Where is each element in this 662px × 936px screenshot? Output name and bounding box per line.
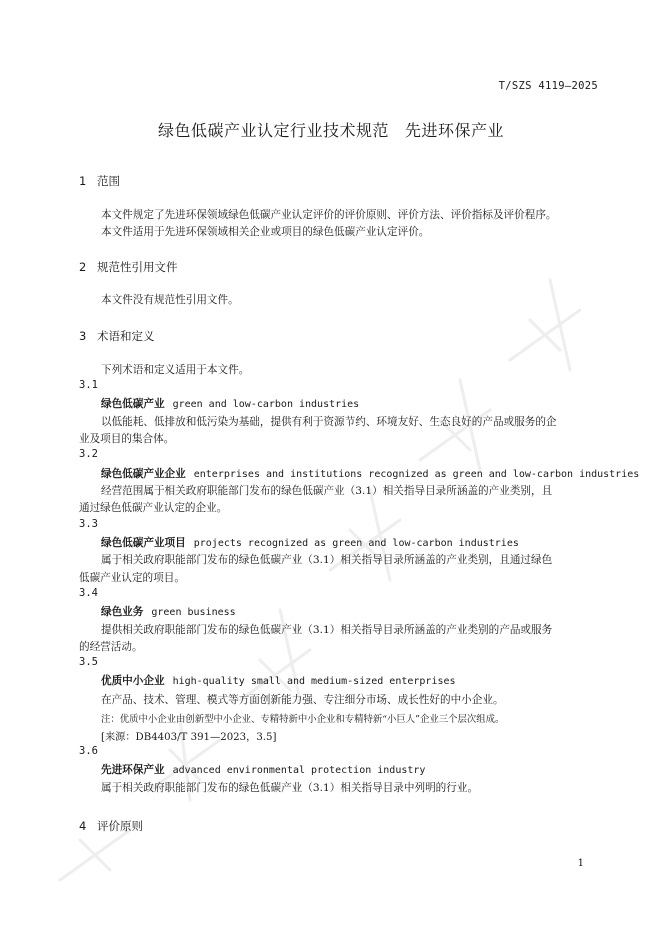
term-en: enterprises and institutions recognized as green and low-carbon industries [193, 469, 640, 480]
term-number: 3.6 [79, 745, 98, 757]
term-heading [101, 466, 639, 481]
section-number: 1 [79, 174, 87, 188]
term-zh: 先进环保产业 [101, 764, 165, 776]
term-en: high-quality small and medium-sized enterprises [172, 676, 456, 687]
term-heading [101, 396, 359, 411]
term-zh: 绿色低碳产业项目 [101, 537, 186, 549]
term-definition-line-1: 经营范围属于相关政府职能部门发布的绿色低碳产业（3.1）相关指导目录所涵盖的产业类别，且 [101, 485, 553, 497]
term-definition-line-1: 提供相关政府职能部门发布的绿色低碳产业（3.1）相关指导目录所涵盖的产业类别的产品或服务 [101, 624, 553, 636]
term-heading [101, 604, 236, 619]
term-zh: 绿色低碳产业企业 [101, 468, 186, 480]
term-definition-line-2: 通过绿色低碳产业认定的企业。 [79, 502, 228, 514]
term-heading [101, 673, 456, 688]
document-title [0, 118, 662, 141]
section-2-heading [79, 259, 178, 275]
term-definition-line-2: 业及项目的集合体。 [79, 433, 175, 445]
section-title: 规范性引用文件 [97, 260, 178, 274]
section-1-para-2: 本文件适用于先进环保领域相关企业或项目的绿色低碳产业认定评价。 [101, 226, 430, 238]
term-number: 3.2 [79, 448, 98, 460]
section-title: 术语和定义 [97, 329, 155, 343]
term-note: 注：优质中小企业由创新型中小企业、专精特新中小企业和专精特新“小巨人”企业三个层次组成。 [101, 714, 505, 725]
term-heading [101, 535, 519, 550]
term-definition-line-1: 以低能耗、低排放和低污染为基础，提供有利于资源节约、环境友好、生态良好的产品或服务的企 [101, 416, 557, 428]
term-heading [101, 762, 425, 777]
term-zh: 绿色低碳产业 [101, 398, 165, 410]
section-title: 评价原则 [97, 819, 143, 833]
term-en: green business [151, 607, 236, 618]
term-number: 3.5 [79, 656, 98, 668]
term-definition-line-2: 的经营活动。 [79, 641, 143, 653]
term-en: green and low-carbon industries [172, 399, 360, 410]
section-2-para-1: 本文件没有规范性引用文件。 [101, 294, 239, 306]
term-definition-line-1: 属于相关政府职能部门发布的绿色低碳产业（3.1）相关指导目录中列明的行业。 [101, 782, 479, 794]
title-sub: 先进环保产业 [405, 121, 505, 140]
section-1-para-1: 本文件规定了先进环保领域绿色低碳产业认定评价的评价原则、评价方法、评价指标及评价程序。 [101, 209, 557, 221]
title-main: 绿色低碳产业认定行业技术规范 [157, 121, 389, 140]
term-zh: 优质中小企业 [101, 675, 165, 687]
term-source: [来源：DB4403/T 391—2023，3.5] [101, 732, 277, 743]
section-number: 2 [79, 260, 87, 274]
section-number: 3 [79, 329, 87, 343]
term-zh: 绿色业务 [101, 606, 144, 618]
section-title: 范围 [97, 174, 120, 188]
section-3-heading [79, 328, 155, 344]
page-number: 1 [577, 858, 584, 869]
section-1-heading [79, 173, 120, 189]
term-definition-line-1: 在产品、技术、管理、模式等方面创新能力强、专注细分市场、成长性好的中小企业。 [101, 694, 504, 706]
term-definition-line-1: 属于相关政府职能部门发布的绿色低碳产业（3.1）相关指导目录所涵盖的产业类别，且通过绿色 [101, 554, 553, 566]
section-4-heading [79, 818, 143, 834]
document-code: T/SZS 4119—2025 [498, 80, 598, 92]
term-definition-line-2: 低碳产业认定的项目。 [79, 572, 185, 584]
term-en: advanced environmental protection industry [172, 765, 426, 776]
term-number: 3.3 [79, 518, 98, 530]
section-3-intro: 下列术语和定义适用于本文件。 [101, 364, 250, 376]
term-en: projects recognized as green and low-carbon industries [193, 538, 519, 549]
section-number: 4 [79, 819, 87, 833]
term-number: 3.1 [79, 379, 98, 391]
term-number: 3.4 [79, 587, 98, 599]
